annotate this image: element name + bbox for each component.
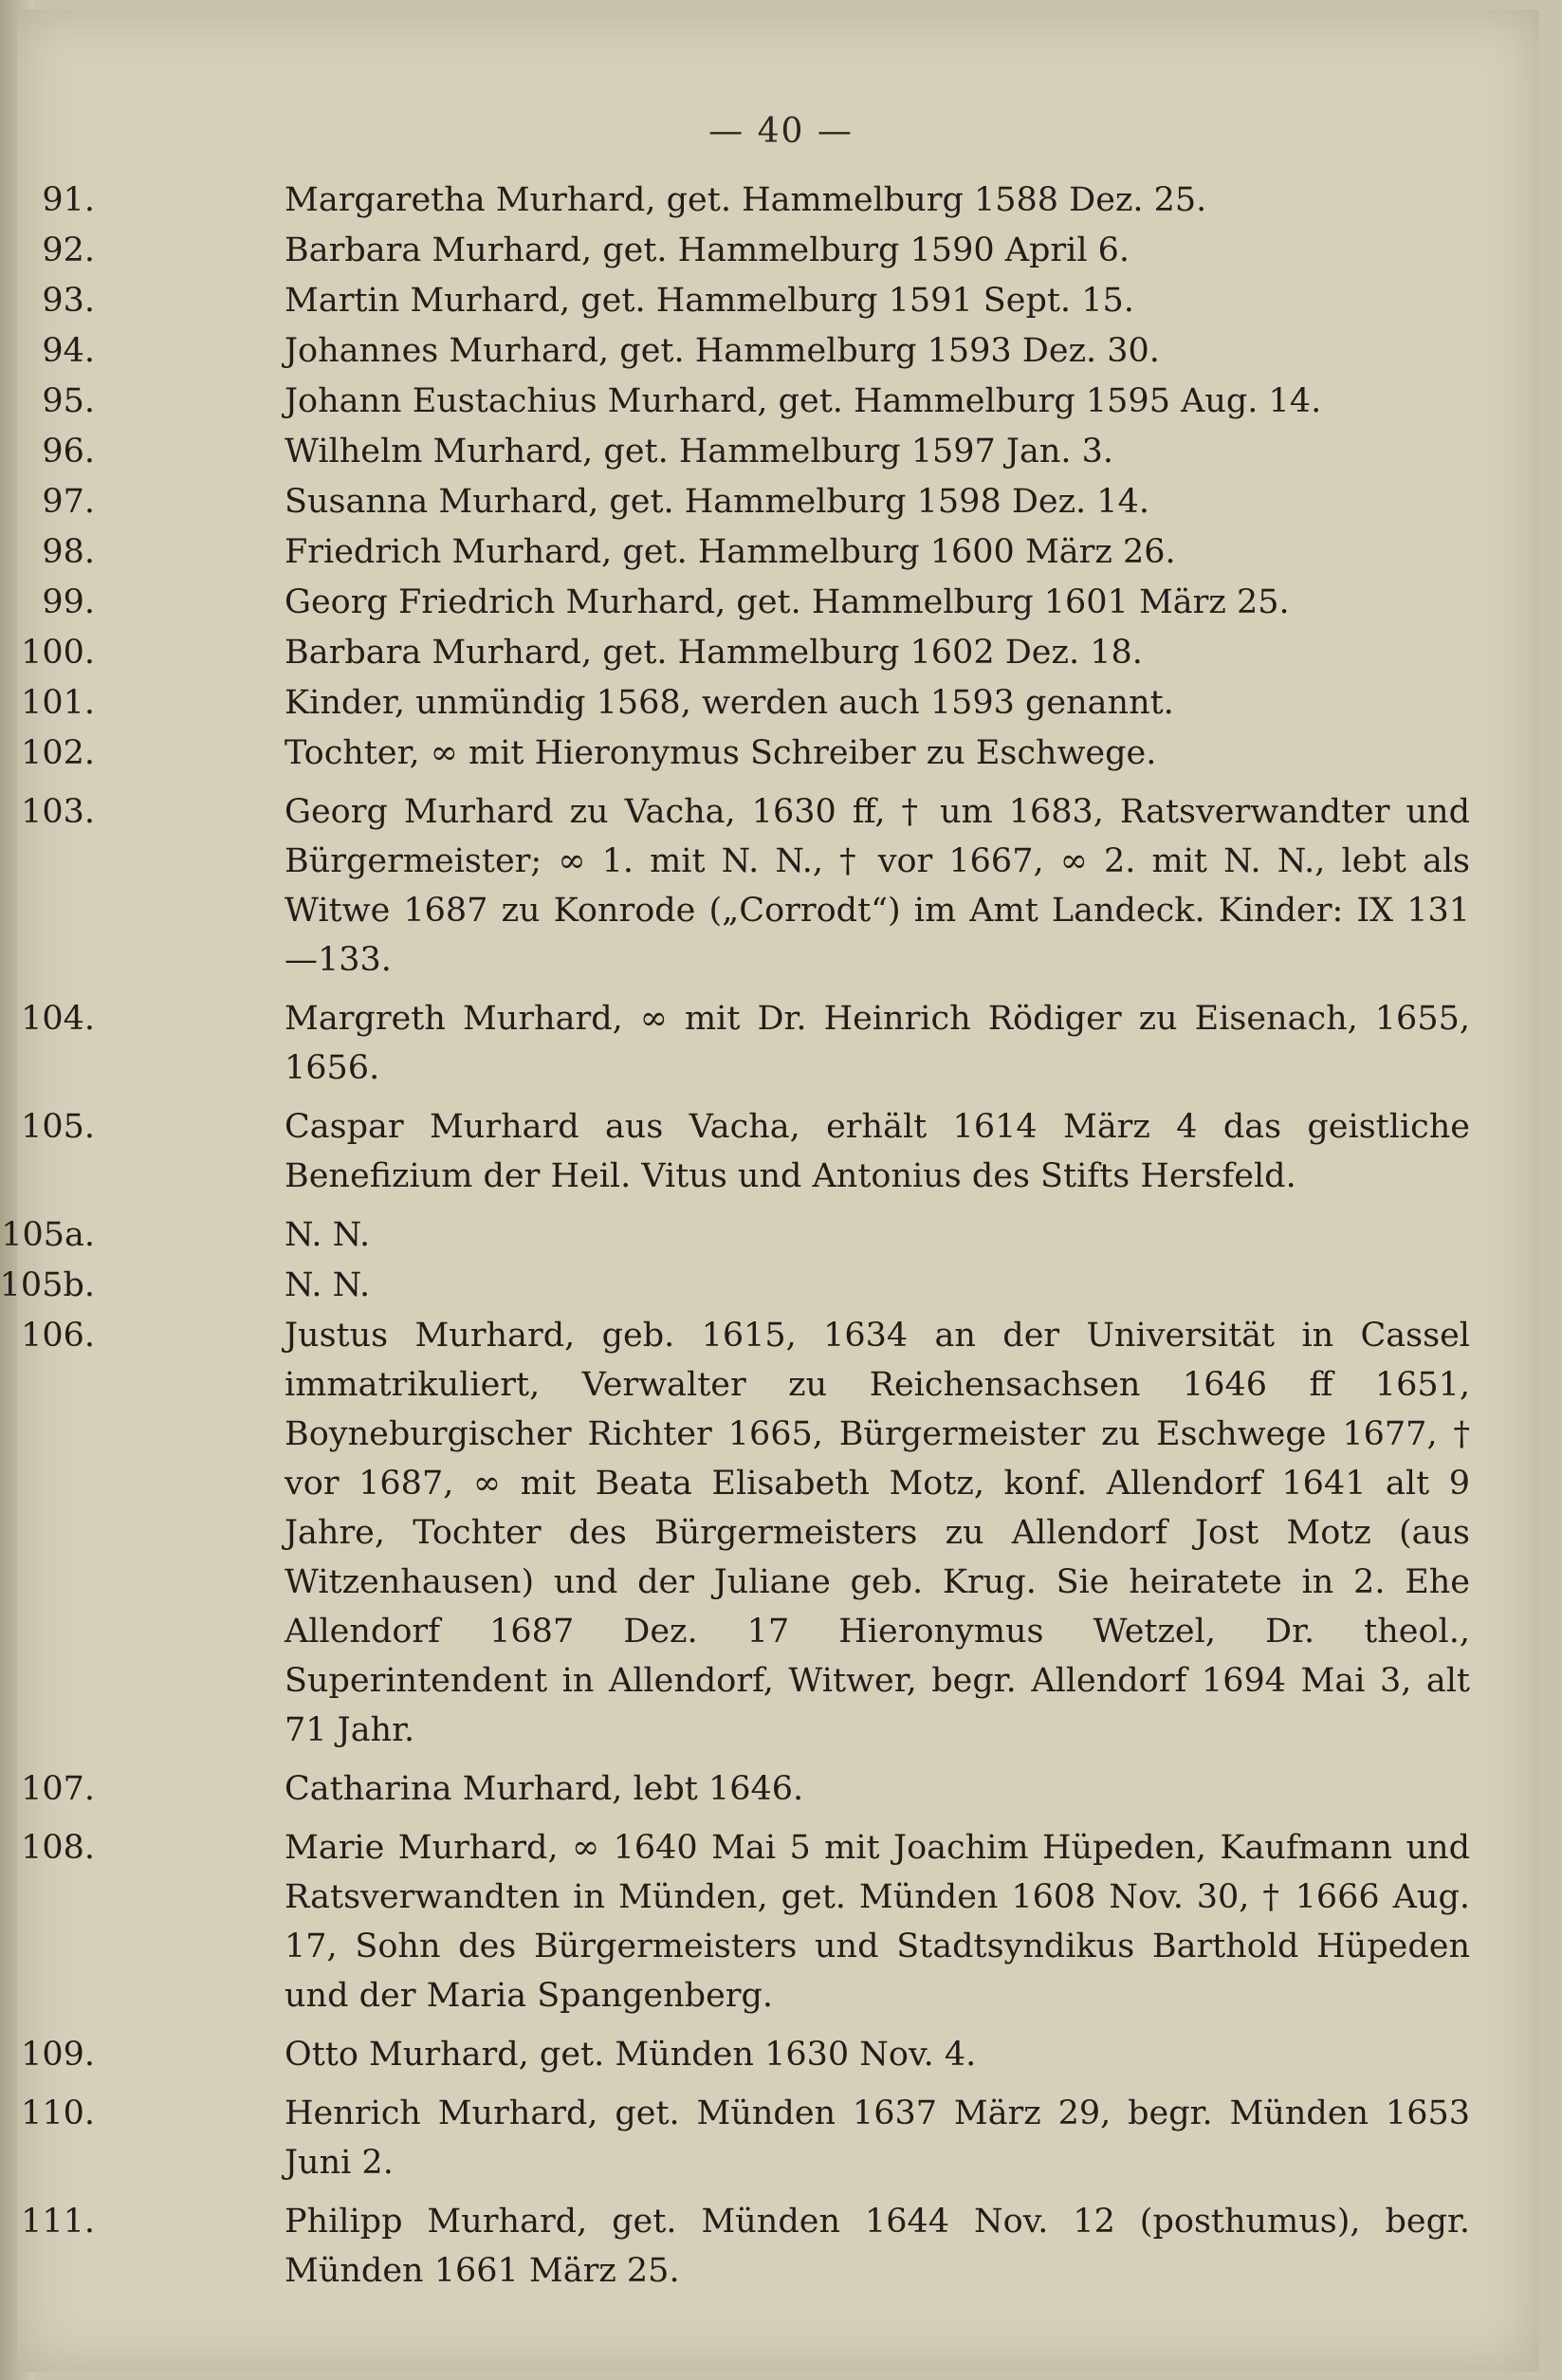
entry-text: N. N. xyxy=(285,1266,371,1304)
entry-number: 110. xyxy=(21,2094,95,2132)
entry-99 xyxy=(42,578,1470,627)
entry-text: Georg Friedrich Murhard, get. Hammelburg 1601 März 25. xyxy=(285,583,1290,621)
entry-number: 108. xyxy=(21,1829,95,1867)
entry-text: Philipp Murhard, get. Münden 1644 Nov. 12 (posthumus), begr. Münden 1661 März 25. xyxy=(285,2203,1470,2290)
entry-number: 97. xyxy=(42,483,95,521)
entry-text: Henrich Murhard, get. Münden 1637 März 29, begr. Münden 1653 Juni 2. xyxy=(285,2094,1470,2182)
entry-text: Wilhelm Murhard, get. Hammelburg 1597 Jan. 3. xyxy=(285,433,1114,470)
entry-105a xyxy=(1,1210,1470,1260)
entry-number: 96. xyxy=(42,433,95,470)
entry-number: 104. xyxy=(21,1000,95,1038)
entry-100 xyxy=(21,628,1470,677)
entry-number: 105b. xyxy=(0,1266,95,1304)
entry-number: 100. xyxy=(21,634,95,672)
entry-text: Margaretha Murhard, get. Hammelburg 1588 Dez. 25. xyxy=(285,181,1207,219)
entry-number: 93. xyxy=(42,282,95,320)
entry-text: Martin Murhard, get. Hammelburg 1591 Sept. 15. xyxy=(285,282,1134,320)
entry-number: 98. xyxy=(42,533,95,571)
entry-text: Caspar Murhard aus Vacha, erhält 1614 März 4 das geistliche Benefizium der Heil. Vitus und Antonius des Stifts Hersfeld. xyxy=(285,1108,1470,1195)
entry-number: 105. xyxy=(21,1108,95,1146)
entry-95 xyxy=(42,377,1470,426)
entry-number: 111. xyxy=(21,2203,95,2241)
entry-91 xyxy=(42,175,1470,225)
entry-92 xyxy=(42,226,1470,275)
entry-number: 107. xyxy=(21,1770,95,1808)
entry-105b xyxy=(0,1261,1470,1310)
page-number: — 40 — xyxy=(708,112,854,151)
entry-103 xyxy=(21,787,1470,985)
entry-text: Susanna Murhard, get. Hammelburg 1598 Dez. 14. xyxy=(285,483,1149,521)
entry-105 xyxy=(21,1102,1470,1201)
entry-97 xyxy=(42,477,1470,526)
entry-number: 91. xyxy=(42,181,95,219)
entry-text: Otto Murhard, get. Münden 1630 Nov. 4. xyxy=(285,2036,977,2074)
entry-text: Barbara Murhard, get. Hammelburg 1602 Dez. 18. xyxy=(285,634,1143,672)
entry-102 xyxy=(21,729,1470,778)
entry-text: Margreth Murhard, ∞ mit Dr. Heinrich Rödiger zu Eisenach, 1655, 1656. xyxy=(285,1000,1470,1087)
entry-108 xyxy=(21,1823,1470,2020)
entry-number: 95. xyxy=(42,382,95,420)
entry-text: Friedrich Murhard, get. Hammelburg 1600 März 26. xyxy=(285,533,1176,571)
entry-106 xyxy=(21,1311,1470,1755)
entry-number: 99. xyxy=(42,583,95,621)
entry-110 xyxy=(21,2089,1470,2187)
entry-text: Georg Murhard zu Vacha, 1630 ff, † um 1683, Ratsverwandter und Bürgermeister; ∞ 1. mit N. N., † vor 1667, ∞ 2. mit N. N., lebt als Witwe 1687 zu Konrode („Corrodt“) im Amt Landeck. Kinder: IX 131—133. xyxy=(285,793,1470,979)
entry-number: 106. xyxy=(21,1317,95,1355)
entry-98 xyxy=(42,527,1470,577)
entry-number: 105a. xyxy=(1,1216,95,1254)
entry-text: Tochter, ∞ mit Hieronymus Schreiber zu Eschwege. xyxy=(285,734,1157,772)
entry-text: Barbara Murhard, get. Hammelburg 1590 April 6. xyxy=(285,231,1130,269)
entry-text: N. N. xyxy=(285,1216,371,1254)
genealogy-entry-list xyxy=(0,175,1470,2297)
entry-number: 102. xyxy=(21,734,95,772)
entry-text: Catharina Murhard, lebt 1646. xyxy=(285,1770,804,1808)
entry-number: 109. xyxy=(21,2036,95,2074)
entry-96 xyxy=(42,427,1470,476)
entry-94 xyxy=(42,326,1470,376)
entry-111 xyxy=(21,2197,1470,2296)
entry-107 xyxy=(21,1764,1470,1814)
entry-text: Johannes Murhard, get. Hammelburg 1593 Dez. 30. xyxy=(285,332,1160,370)
entry-101 xyxy=(21,678,1470,728)
entry-number: 103. xyxy=(21,793,95,831)
entry-104 xyxy=(21,994,1470,1093)
entry-text: Marie Murhard, ∞ 1640 Mai 5 mit Joachim Hüpeden, Kaufmann und Ratsverwandten in Münden, get. Münden 1608 Nov. 30, † 1666 Aug. 17, Sohn des Bürgermeisters und Stadtsyndikus Barthold Hüpeden und der Maria Spangenberg. xyxy=(285,1829,1470,2015)
entry-number: 94. xyxy=(42,332,95,370)
entry-93 xyxy=(42,276,1470,325)
entry-text: Kinder, unmündig 1568, werden auch 1593 genannt. xyxy=(285,684,1174,722)
entry-text: Johann Eustachius Murhard, get. Hammelburg 1595 Aug. 14. xyxy=(285,382,1322,420)
entry-number: 101. xyxy=(21,684,95,722)
entry-text: Justus Murhard, geb. 1615, 1634 an der Universität in Cassel immatrikuliert, Verwalter zu Reichensachsen 1646 ff 1651, Boyneburgischer Richter 1665, Bürgermeister zu Eschwege 1677, † vor 1687, ∞ mit Beata Elisabeth Motz, konf. Allendorf 1641 alt 9 Jahre, Tochter des Bürgermeisters zu Allendorf Jost Motz (aus Witzenhausen) und der Juliane geb. Krug. Sie heiratete in 2. Ehe Allendorf 1687 Dez. 17 Hieronymus Wetzel, Dr. theol., Superintendent in Allendorf, Witwer, begr. Allendorf 1694 Mai 3, alt 71 Jahr. xyxy=(285,1317,1470,1749)
entry-109 xyxy=(21,2030,1470,2079)
entry-number: 92. xyxy=(42,231,95,269)
